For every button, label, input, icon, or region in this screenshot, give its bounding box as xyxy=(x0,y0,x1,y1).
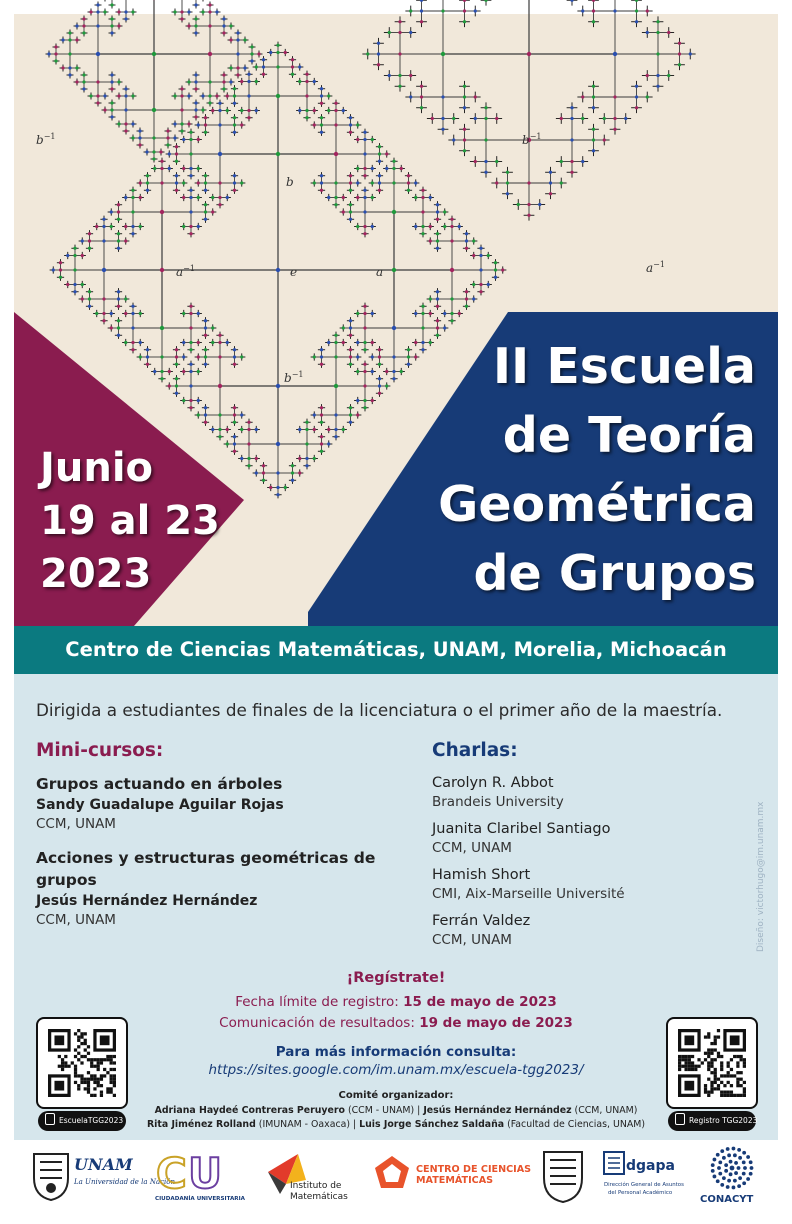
minicurso-item xyxy=(36,847,376,929)
phone-icon xyxy=(675,1113,685,1125)
sponsor-logos xyxy=(14,1140,778,1210)
vertex-label: $a^{-1}$ xyxy=(176,264,195,279)
committee-member: Jesús Hernández Hernández xyxy=(423,1105,572,1116)
phone-icon xyxy=(45,1113,55,1125)
vertex-label: $b^{-1}$ xyxy=(36,132,56,147)
vertex-label: $a^{-1}$ xyxy=(646,260,665,275)
qr-label-right: Registro TGG2023 xyxy=(668,1111,756,1131)
committee-affiliation: (IMUNAM - Oaxaca) | xyxy=(255,1119,360,1130)
minicurso-title: Acciones y estructuras geométricas de grupos xyxy=(36,849,376,889)
title-line-3: Geométrica xyxy=(438,476,756,533)
minicurso-speaker: Jesús Hernández Hernández xyxy=(36,893,258,909)
vertex-label: $b^{-1}$ xyxy=(284,370,304,385)
svg-text:del Personal Académico: del Personal Académico xyxy=(608,1190,673,1196)
committee-affiliation: (Facultad de Ciencias, UNAM) xyxy=(504,1119,646,1130)
committee-member: Luis Jorge Sánchez Saldaña xyxy=(359,1119,505,1130)
committee-member: Adriana Haydeé Contreras Peruyero xyxy=(154,1105,345,1116)
date-month: Junio xyxy=(40,445,154,491)
svg-text:MATEMÁTICAS: MATEMÁTICAS xyxy=(416,1175,494,1186)
charla-affiliation: CCM, UNAM xyxy=(432,932,512,948)
dgapa-logo xyxy=(602,1150,682,1204)
title-line-1: II Escuela xyxy=(492,338,756,395)
results-line xyxy=(14,1015,778,1031)
charla-speaker: Ferrán Valdez xyxy=(432,913,531,929)
info-link[interactable]: https://sites.google.com/im.unam.mx/escuela-tgg2023/ xyxy=(208,1062,584,1078)
svg-text:Instituto de: Instituto de xyxy=(290,1181,342,1191)
results-label: Comunicación de resultados: xyxy=(219,1015,420,1031)
qr-pattern xyxy=(48,1029,116,1097)
title-line-4: de Grupos xyxy=(473,545,756,602)
svg-text:CENTRO DE CIENCIAS: CENTRO DE CIENCIAS xyxy=(416,1164,532,1175)
vertex-label: $b^{-1}$ xyxy=(522,132,542,147)
svg-text:La Universidad de la Nación: La Universidad de la Nación xyxy=(74,1178,175,1186)
results-value: 19 de mayo de 2023 xyxy=(419,1015,573,1031)
svg-text:Matemáticas: Matemáticas xyxy=(290,1192,348,1202)
hero-section xyxy=(14,14,778,626)
unam-shield-logo xyxy=(540,1148,586,1204)
committee-member: Rita Jiménez Rolland xyxy=(146,1119,256,1130)
charlas-section xyxy=(432,740,732,957)
poster xyxy=(14,14,778,1210)
event-dates xyxy=(40,442,240,601)
conacyt-logo xyxy=(694,1146,770,1204)
deadline-value: 15 de mayo de 2023 xyxy=(403,994,557,1010)
charla-speaker: Carolyn R. Abbot xyxy=(432,775,554,791)
venue-banner: Centro de Ciencias Matemáticas, UNAM, Morelia, Michoacán xyxy=(14,626,778,674)
qr-code-right[interactable] xyxy=(666,1017,758,1109)
info-heading: Para más información consulta: xyxy=(275,1044,517,1060)
ciudadania-universitaria-logo xyxy=(154,1148,246,1204)
title-line-2: de Teoría xyxy=(502,407,756,464)
committee-line-1 xyxy=(114,1105,678,1116)
minicursos-section xyxy=(36,740,376,943)
unam-logo xyxy=(28,1148,175,1204)
charla-speaker: Juanita Claribel Santiago xyxy=(432,821,611,837)
svg-text:CONACYT: CONACYT xyxy=(700,1194,754,1205)
committee-line-2 xyxy=(114,1119,678,1130)
qr-code-left[interactable] xyxy=(36,1017,128,1109)
committee-affiliation: (CCM, UNAM) xyxy=(571,1105,638,1116)
design-credit: Diseño: victorhugo@im.unam.mx xyxy=(756,801,766,952)
deadline-label: Fecha límite de registro: xyxy=(235,994,404,1010)
svg-text:C: C xyxy=(156,1149,187,1198)
minicurso-item xyxy=(36,773,376,833)
charla-item xyxy=(432,911,732,950)
svg-text:dgapa: dgapa xyxy=(626,1158,675,1174)
charla-speaker: Hamish Short xyxy=(432,867,531,883)
minicurso-affiliation: CCM, UNAM xyxy=(36,816,116,832)
vertex-label: a xyxy=(376,265,384,279)
minicurso-affiliation: CCM, UNAM xyxy=(36,912,116,928)
event-title xyxy=(316,332,756,608)
committee-affiliation: (CCM - UNAM) | xyxy=(344,1105,424,1116)
charla-affiliation: Brandeis University xyxy=(432,794,564,810)
minicursos-heading: Mini-cursos: xyxy=(36,740,164,761)
vertex-label: b xyxy=(286,175,294,189)
date-days: 19 al 23 xyxy=(40,498,220,544)
charla-affiliation: CMI, Aix-Marseille Université xyxy=(432,886,625,902)
qr-label-left: EscuelaTGG2023 xyxy=(38,1111,126,1131)
charla-affiliation: CCM, UNAM xyxy=(432,840,512,856)
svg-text:U: U xyxy=(188,1149,223,1198)
svg-text:UNAM: UNAM xyxy=(74,1155,133,1174)
deadline-line xyxy=(14,994,778,1010)
minicurso-title: Grupos actuando en árboles xyxy=(36,775,283,793)
committee-heading: Comité organizador: xyxy=(338,1090,454,1101)
charlas-heading: Charlas: xyxy=(432,740,518,761)
qr-pattern xyxy=(678,1029,746,1097)
svg-text:CIUDADANÍA UNIVERSITARIA: CIUDADANÍA UNIVERSITARIA xyxy=(155,1196,246,1202)
minicurso-speaker: Sandy Guadalupe Aguilar Rojas xyxy=(36,797,284,813)
vertex-label: e xyxy=(290,265,298,279)
instituto-matematicas-logo xyxy=(266,1150,356,1204)
register-heading: ¡Regístrate! xyxy=(346,970,446,986)
charla-item xyxy=(432,773,732,812)
date-year: 2023 xyxy=(40,551,152,597)
charla-item xyxy=(432,819,732,858)
audience-description: Dirigida a estudiantes de finales de la licenciatura o el primer año de la maestría. xyxy=(36,700,723,720)
ccm-logo xyxy=(372,1154,532,1200)
svg-text:Dirección General de Asuntos: Dirección General de Asuntos xyxy=(604,1182,684,1188)
charla-item xyxy=(432,865,732,904)
